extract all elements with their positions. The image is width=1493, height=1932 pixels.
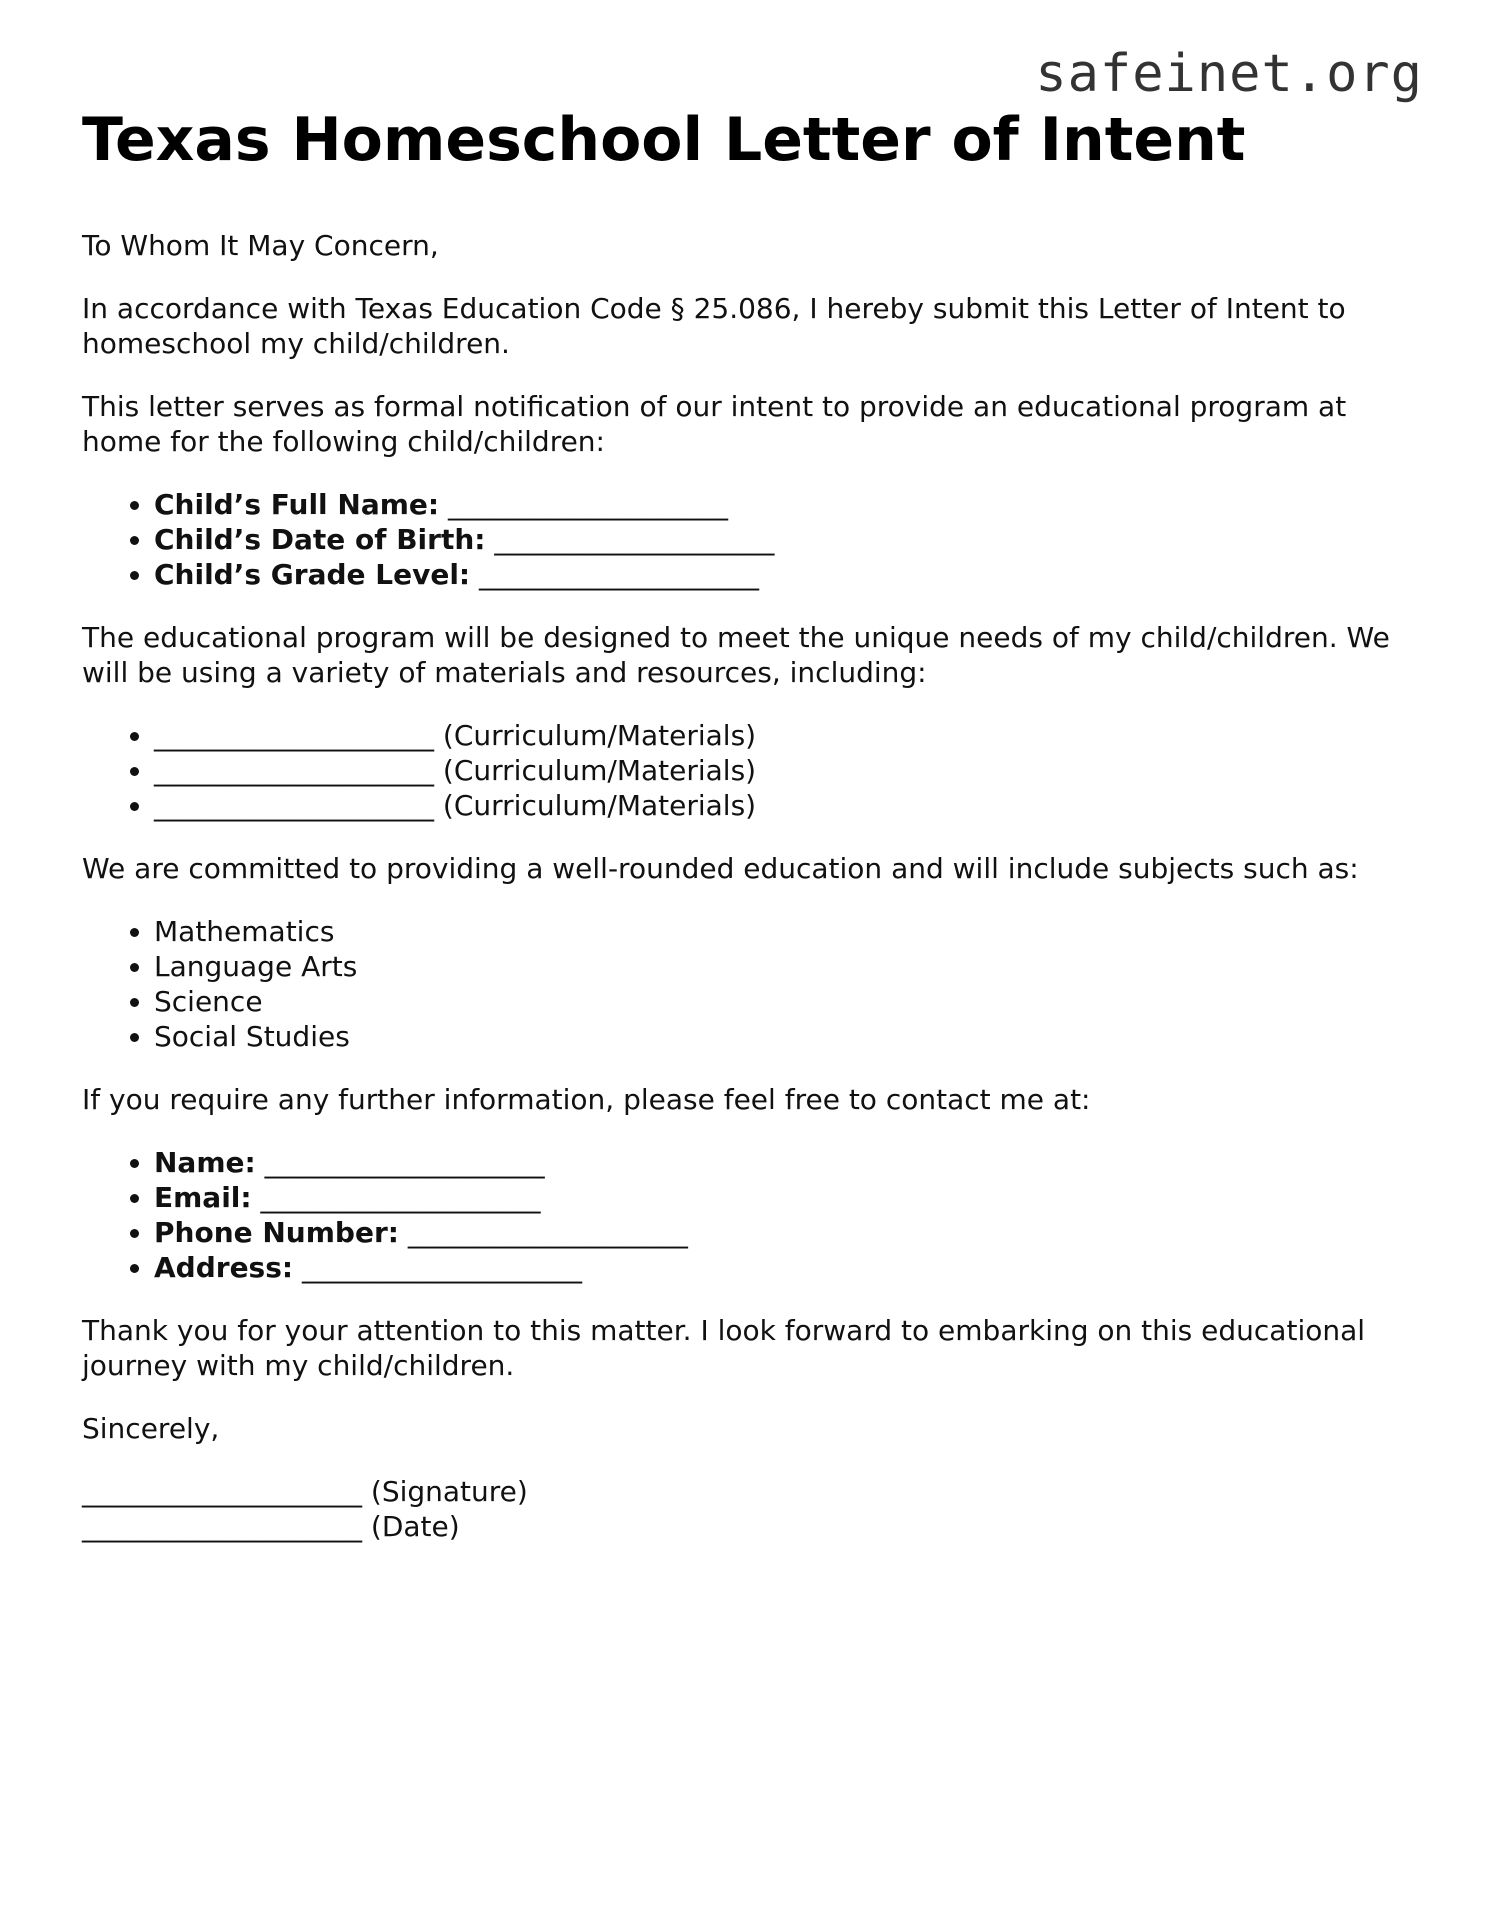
field-blank: ____________________	[154, 719, 434, 752]
subjects-list	[82, 914, 1422, 1054]
material-suffix: (Curriculum/Materials)	[442, 719, 757, 752]
field-blank: ____________________	[82, 1475, 362, 1508]
subject-item: • Mathematics	[154, 914, 1422, 949]
subject-item: • Social Studies	[154, 1019, 1422, 1054]
field-label: Name:	[154, 1146, 256, 1179]
field-blank: ____________________	[494, 523, 775, 556]
contact-field-name	[154, 1145, 1422, 1180]
signature-block	[82, 1474, 1422, 1544]
contact-intro-paragraph: If you require any further information, please feel free to contact me at:	[82, 1083, 1091, 1116]
field-blank: ____________________	[154, 789, 434, 822]
intro-paragraph: In accordance with Texas Education Code § 25.086, I hereby submit this Letter of Intent to homeschool my child/children.	[82, 292, 1346, 360]
material-suffix: (Curriculum/Materials)	[442, 789, 757, 822]
date-label: (Date)	[370, 1510, 460, 1543]
signature-line	[82, 1474, 1422, 1509]
contact-field-phone	[154, 1215, 1422, 1250]
date-line	[82, 1509, 1422, 1544]
notification-paragraph: This letter serves as formal notification of our intent to provide an educational program at home for the following child/children:	[82, 390, 1347, 458]
field-blank: ____________________	[407, 1216, 688, 1249]
child-field-date-of-birth	[154, 522, 1422, 557]
signoff: Sincerely,	[82, 1412, 220, 1445]
page-title: Texas Homeschool Letter of Intent	[82, 105, 1246, 175]
field-blank: ____________________	[82, 1510, 362, 1543]
child-field-full-name	[154, 487, 1422, 522]
material-suffix: (Curriculum/Materials)	[442, 754, 757, 787]
material-item	[154, 788, 1422, 823]
program-paragraph: The educational program will be designed to meet the unique needs of my child/children. We will be using a variety of materials and resources, including:	[82, 621, 1390, 689]
field-label: Child’s Date of Birth:	[154, 523, 486, 556]
child-fields-list	[82, 487, 1422, 592]
field-blank: ____________________	[479, 558, 760, 591]
child-field-grade-level	[154, 557, 1422, 592]
contact-field-email	[154, 1180, 1422, 1215]
field-label: Phone Number:	[154, 1216, 399, 1249]
field-blank: ____________________	[154, 754, 434, 787]
field-label: Child’s Grade Level:	[154, 558, 471, 591]
subject-item: • Language Arts	[154, 949, 1422, 984]
field-blank: ____________________	[260, 1181, 541, 1214]
material-item	[154, 753, 1422, 788]
contact-field-address	[154, 1250, 1422, 1285]
field-label: Address:	[154, 1251, 294, 1284]
subject-item: • Science	[154, 984, 1422, 1019]
watermark: safeinet.org	[1035, 44, 1423, 104]
closing-paragraph: Thank you for your attention to this matter. I look forward to embarking on this educational journey with my child/children.	[82, 1314, 1366, 1382]
field-label: Child’s Full Name:	[154, 488, 440, 521]
commitment-paragraph: We are committed to providing a well-rounded education and will include subjects such as:	[82, 852, 1359, 885]
materials-list	[82, 718, 1422, 823]
greeting: To Whom It May Concern,	[82, 229, 439, 262]
field-label: Email:	[154, 1181, 252, 1214]
contact-fields-list	[82, 1145, 1422, 1285]
field-blank: ____________________	[302, 1251, 582, 1284]
signature-label: (Signature)	[370, 1475, 528, 1508]
letter-document	[82, 104, 1422, 1572]
field-blank: ____________________	[447, 488, 728, 521]
material-item	[154, 718, 1422, 753]
field-blank: ____________________	[264, 1146, 545, 1179]
